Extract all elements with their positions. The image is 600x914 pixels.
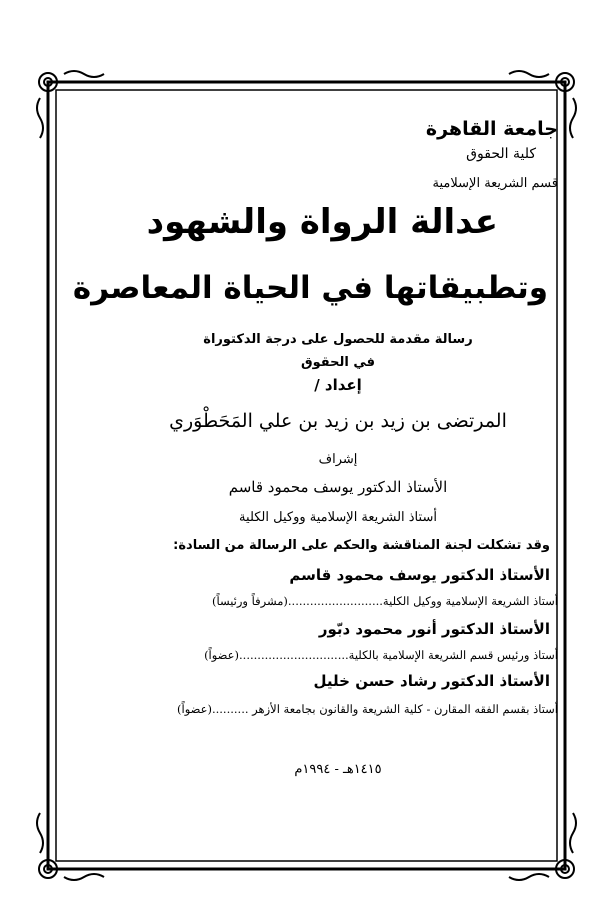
university-name: جامعة القاهرة xyxy=(425,118,558,140)
committee-member-name: الأستاذ الدكتور أنور محمود دبّور xyxy=(318,620,550,638)
faculty-name: كلية الحقوق xyxy=(466,146,536,162)
committee-member-position: أستاذ الشريعة الإسلامية ووكيل الكلية..........................(مشرفاً ورئيساً) xyxy=(211,594,558,608)
supervision-label: إشراف xyxy=(318,452,358,467)
degree-statement: رسالة مقدمة للحصول على درجة الدكتوراة xyxy=(203,332,473,347)
prepared-by-label: إعداد / xyxy=(314,376,362,394)
date: ١٤١٥هـ - ١٩٩٤م xyxy=(294,762,382,777)
degree-field: في الحقوق xyxy=(300,355,376,370)
thesis-title-line1: عدالة الرواة والشهود xyxy=(146,202,498,242)
supervisor-position: أستاذ الشريعة الإسلامية ووكيل الكلية xyxy=(239,510,437,525)
document-page xyxy=(60,110,558,800)
committee-intro: وقد تشكلت لجنة المناقشة والحكم على الرسالة من السادة: xyxy=(173,538,550,553)
committee-member-position: أستاذ ورئيس قسم الشريعة الإسلامية بالكلية..............................(عضواً) xyxy=(204,648,558,662)
committee-member-name: الأستاذ الدكتور يوسف محمود قاسم xyxy=(289,566,550,584)
department-name: قسم الشريعة الإسلامية xyxy=(432,176,558,191)
author-name: المرتضى بن زيد بن زيد بن علي المَحَطْوَري xyxy=(169,410,507,432)
thesis-title-line2: وتطبيقاتها في الحياة المعاصرة xyxy=(72,270,548,306)
committee-member-name: الأستاذ الدكتور رشاد حسن خليل xyxy=(313,672,550,690)
committee-member-position: أستاذ بقسم الفقه المقارن - كلية الشريعة والقانون بجامعة الأزهر ..........(عضواً) xyxy=(177,702,558,716)
supervisor-name: الأستاذ الدكتور يوسف محمود قاسم xyxy=(228,478,448,496)
